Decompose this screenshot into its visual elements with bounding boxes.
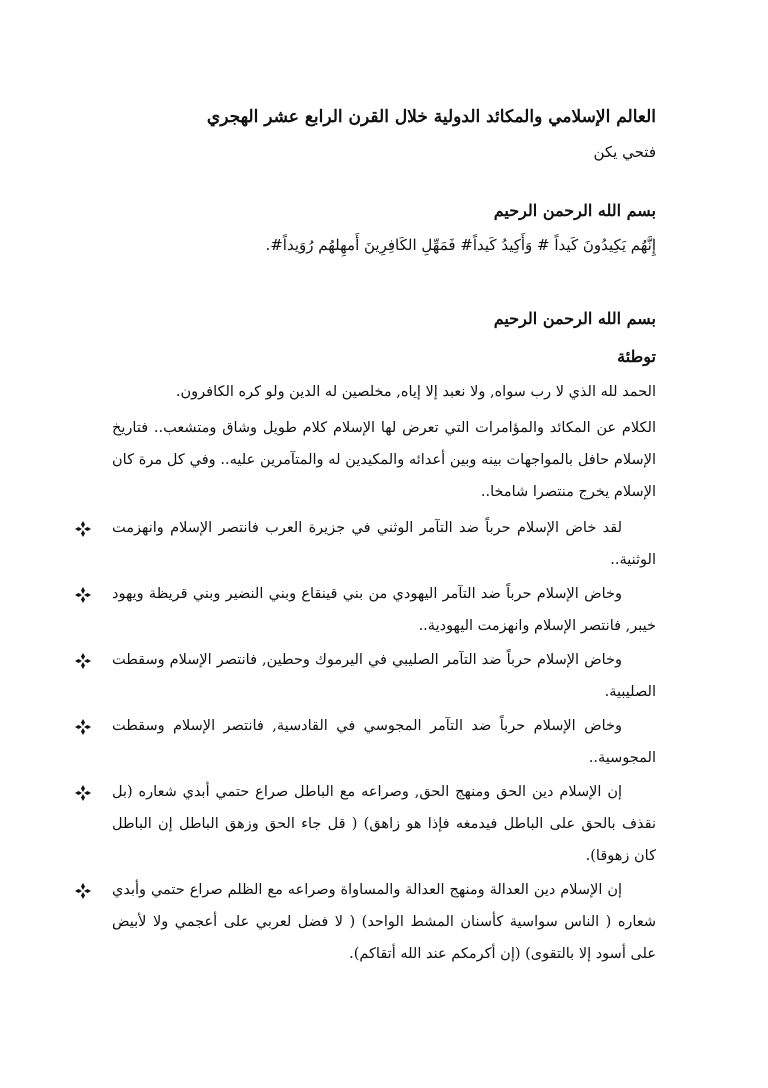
list-item-text: وخاض الإسلام حرباً ضد التآمر المجوسي في القادسية, فانتصر الإسلام وسقطت المجوسية.. xyxy=(112,718,656,766)
list-item-text: إن الإسلام دين الحق ومنهج الحق, وصراعه مع الباطل صراع حتمي أبدي شعاره (بل نقذف بالحق على الباطل فيدمغه فإذا هو زاهق) ( قل جاء الحق وزهق الباطل إن الباطل كان زهوقا). xyxy=(112,784,656,864)
list-item-text: وخاض الإسلام حرباً ضد التآمر الصليبي في اليرموك وحطين, فانتصر الإسلام وسقطت الصليبية. xyxy=(112,652,656,700)
paragraph: الكلام عن المكائد والمؤامرات التي تعرض لها الإسلام كلام طويل وشاق ومتشعب.. فتاريخ الإسلام حافل بالمواجهات بينه وبين أعدائه والمكيدين له والمتآمرين عليه.. وفي كل مرة كان الإسلام يخرج منتصرا شامخا.. xyxy=(112,420,656,500)
author-name: فتحي يكن xyxy=(593,143,656,161)
paragraph: الحمد لله الذي لا رب سواه, ولا نعبد إلا إياه, مخلصين له الدين ولو كره الكافرون. xyxy=(175,384,656,400)
list-item xyxy=(112,512,656,576)
list-item xyxy=(112,578,656,642)
four-diamond-ornament-icon xyxy=(74,718,92,736)
four-diamond-ornament-icon xyxy=(74,586,92,604)
section-heading-preface: توطئة xyxy=(617,347,656,366)
basmala-heading-second: بسم الله الرحمن الرحيم xyxy=(493,309,656,328)
list-item-text: لقد خاض الإسلام حرباً ضد التآمر الوثني في جزيرة العرب فانتصر الإسلام وانهزمت الوثنية.. xyxy=(112,520,656,568)
four-diamond-ornament-icon xyxy=(74,882,92,900)
document-title: العالم الإسلامي والمكائد الدولية خلال القرن الرابع عشر الهجري xyxy=(206,107,656,127)
list-item-text: إن الإسلام دين العدالة ومنهج العدالة والمساواة وصراعه مع الظلم صراع حتمي وأبدي شعاره ( الناس سواسية كأسنان المشط الواحد) ( لا فضل لعربي على أعجمي ولا لأبيض على أسود إلا بالتقوى) (إن أكرمكم عند الله أتقاكم). xyxy=(112,882,656,962)
quran-verse: إِنَّهُم يَكِيدُونَ كَيداً # وَأَكِيدُ كَيداً# فَمَهِّلِ الكَافِرِينَ أَمهِلهُم رُوَيداً#. xyxy=(265,236,656,254)
basmala-heading: بسم الله الرحمن الرحيم xyxy=(493,201,656,220)
list-item xyxy=(112,874,656,970)
four-diamond-ornament-icon xyxy=(74,520,92,538)
four-diamond-ornament-icon xyxy=(74,784,92,802)
four-diamond-ornament-icon xyxy=(74,652,92,670)
list-item xyxy=(112,644,656,708)
bullet-list xyxy=(112,512,656,970)
list-item xyxy=(112,710,656,774)
list-item xyxy=(112,776,656,872)
list-item-text: وخاض الإسلام حرباً ضد التآمر اليهودي من بني قينقاع وبني النضير وبني قريظة ويهود خيبر, فانتصر الإسلام وانهزمت اليهودية.. xyxy=(112,586,656,634)
